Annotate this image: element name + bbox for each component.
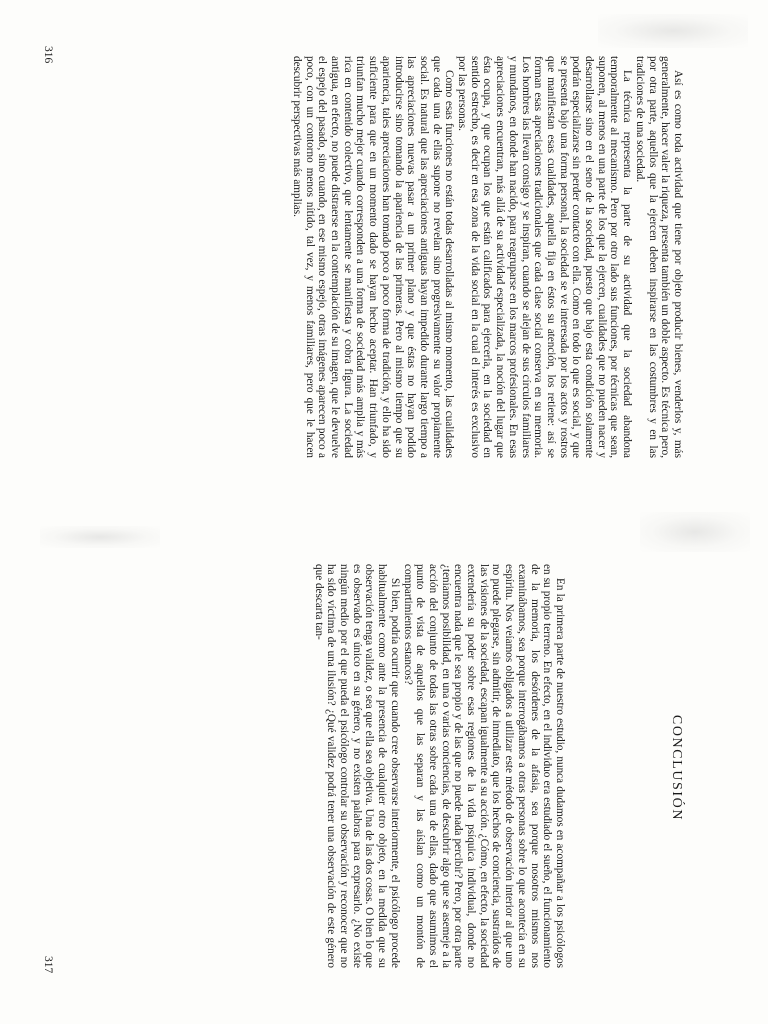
paragraph: La técnica representa la parte de su actividad que la sociedad abandona temporalmente al mecanismo. Pero por otro lado sus funciones, por técnicas que sean, suponen, al menos en una parte de los que la ejercen, cualidades que no pueden nacer y desarrollarse sino en el seno de la sociedad, puesto que bajo esta condición solamente podrán especializarse sin perder contacto con ella. Como en todo lo que es social, y que se presenta bajo una forma personal, la sociedad se ve interesada por los actos y rostros que manifiestan esas cualidades, aquella fija en éstos su atención, los retiene: así se forman esas apreciaciones tradicionales que cada clase social conserva en su memoria. Los hombres las llevan consigo y se inspiran, cuando se alejan de sus círculos familiares y mundanos, en donde han nacido, para reagruparse en los marcos profesionales. En esas apreciaciones encuentran, más allá de su actividad especializada, la noción del lugar que ésta ocupa, y que ocupan los que están calificados para ejercerla, en la sociedad en sentido estrecho, es decir en esa zona de la vida social en la cual el interés es exclusivo por las personas. — [456, 56, 634, 458]
paragraph: Si bien, podría ocurrir que cuando cree observarse interiormente, el psicólogo procede habitualmente como ante la presencia de cualquier otro objeto, en la medida que su observación tenga validez, o sea que ella sea objetiva. Una de las dos cosas. O bien lo que es observado es único en su género, y no existen palabras para expresarlo. ¿No existe ningún medio por el que pueda el psicólogo controlar su observación y reconocer que no ha sido víctima de una ilusión? ¿Qué validez podrá tener una observación de este género que descarta tan- — [312, 564, 401, 968]
chapter-title: CONCLUSIÓN — [669, 714, 684, 822]
page-number: 316 — [42, 46, 54, 64]
paragraph: Así es como toda actividad que tiene por objeto producir bienes, venderlos y, más generalmente, hacer valer la riqueza, presenta también un doble aspecto. Es técnica pero, por otra parte, aquellos que la ejercen deben inspirarse en las costumbres y en las tradiciones de una sociedad. — [633, 56, 684, 458]
paragraph: Como esas funciones no están todas desarrolladas al mismo momento, las cualidades que cada una de ellas supone no revelan sino progresivamente su valor propiamente social. Es natural que las apreciaciones antiguas hayan impedido durante largo tiempo a las apreciaciones nuevas pasar a un primer plano y que éstas no hayan podido introducirse sino tomando la apariencia de las primeras. Pero al mismo tiempo que su apariencia, tales apreciaciones han tomado poco a poco forma de tradición, y ello ha sido suficiente para que en un momento dado se hayan hecho aceptar. Han triunfado, y triunfan mucho mejor cuando corresponden a una forma de sociedad más amplia y más rica en contenido colectivo, que lentamente se manifiesta y cobra figura. La sociedad antigua, en efecto, no puede distraerse en la contemplación de su imagen, que le devuelve el espejo del pasado, sino cuando, en ese mismo espejo, otras imágenes aparecen poco a poco, con un contorno menos nítido, tal vez, y menos familiares, pero que le hacen descubrir perspectivas más amplias. — [290, 56, 456, 458]
paragraph: En la primera parte de nuestro estudio, nunca dudamos en acompañar a los psicólogos en su propio terreno. En efecto, en el individuo era estudiado el sueño, el funcionamiento de la memoria, los desórdenes de la afasia, sea porque nosotros mismos nos examinábamos, sea porque interrogábamos a otras personas sobre lo que acontecía en su espíritu. Nos veíamos obligados a utilizar este método de observación interior al que uno no puede plegarse, sin admitir, de inmediato, que los hechos de conciencia, sustraídos de las visiones de la sociedad, escapan igualmente a su acción. ¿Cómo, en efecto, la sociedad extendería su poder sobre esas regiones de la vida psíquica individual, donde no encuentra nada que le sea propio y de las que no puede nada percibir? Pero, por otra parte ¿teníamos posibilidad, en una o varias conciencias, de descubrir algo que se asemeje a la acción del conjunto de todas las otras sobre cada una de ellas, dado que asumimos el punto de vista de aquellos que las separan y las aíslan como un montón de compartimientos estancos? — [401, 564, 566, 968]
page-number: 317 — [42, 956, 54, 974]
left-page-body — [290, 56, 684, 458]
right-page — [0, 512, 768, 1024]
right-page-body — [312, 564, 566, 968]
